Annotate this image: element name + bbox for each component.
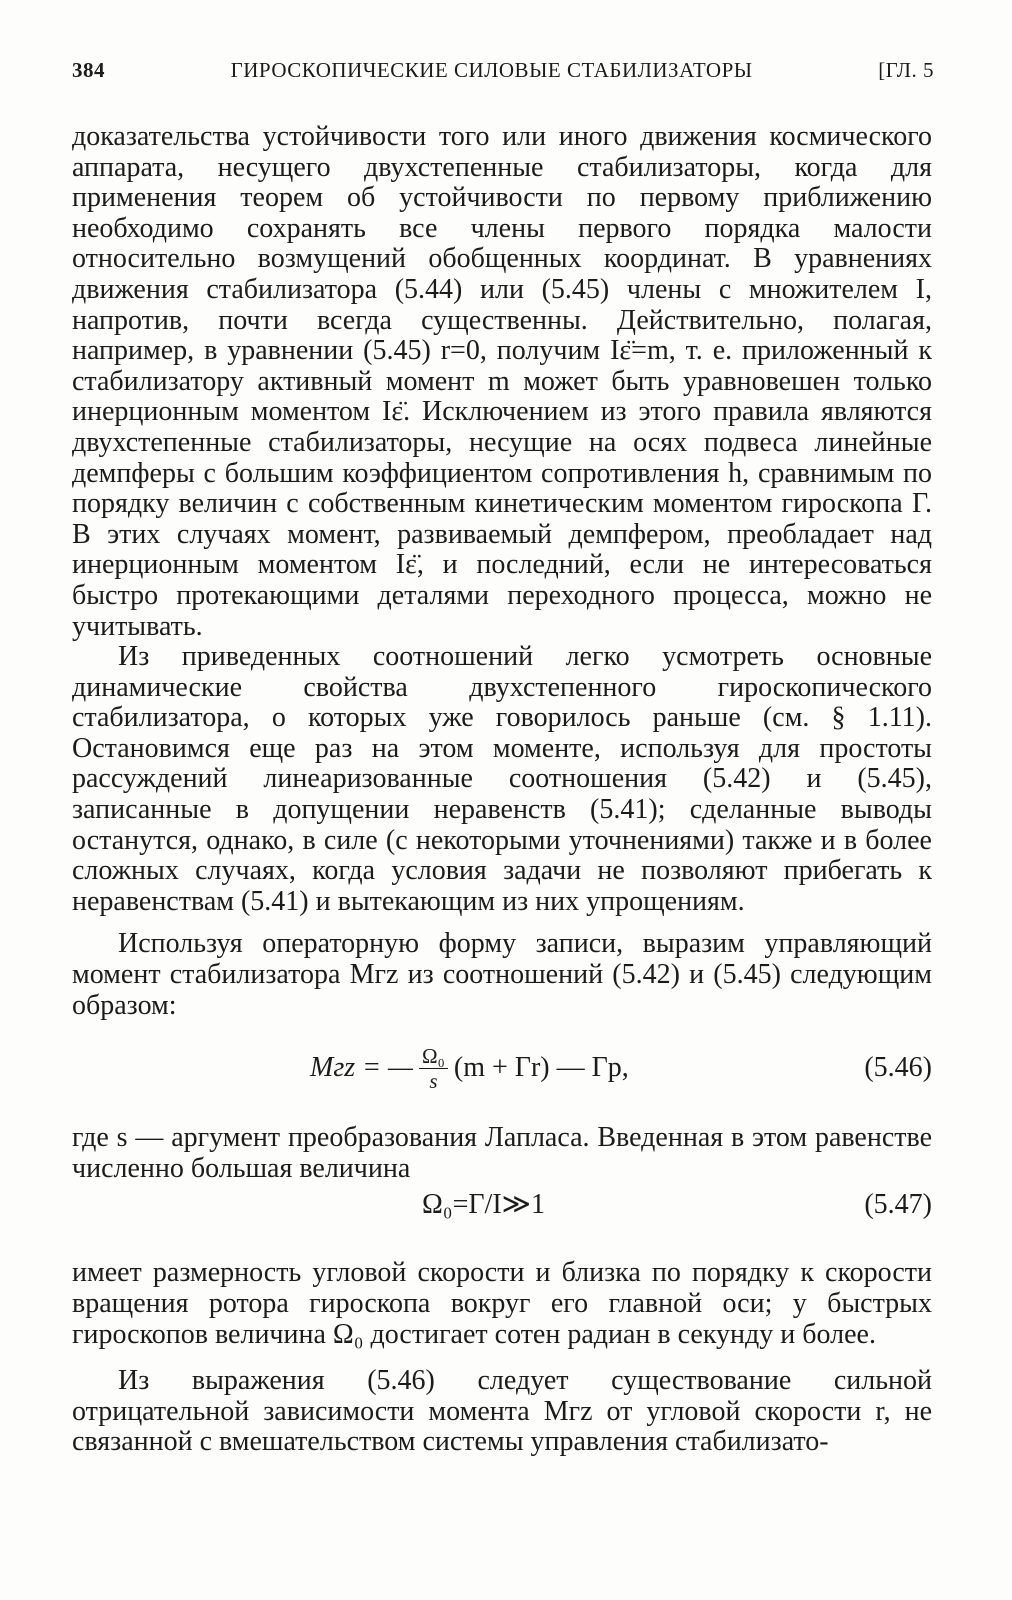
running-title: ГИРОСКОПИЧЕСКИЕ СИЛОВЫЕ СТАБИЛИЗАТОРЫ — [230, 58, 753, 82]
paragraph-6: Из выражения (5.46) следует существование сильной отрицательной зависимости момента Mгz от угловой скорости r, не связанной с вмешательством системы управления стабилизато- — [72, 1365, 932, 1458]
eq-fraction-numerator: Ω₀ — [419, 1044, 448, 1069]
paragraph-3: Используя операторную форму записи, выразим управляющий момент стабилизатора Mгz из соотношений (5.42) и (5.45) следующим образом: — [72, 928, 932, 1021]
page-number: 384 — [72, 58, 105, 82]
paragraph-4: где s — аргумент преобразования Лапласа. Введенная в этом равенстве численно большая величина — [72, 1122, 932, 1184]
equation-5-47 — [72, 1190, 932, 1230]
equation-number-5-46: (5.46) — [864, 1052, 932, 1084]
paragraph-1: доказательства устойчивости того или иного движения космического аппарата, несущего двухстепенные стабилизаторы, когда для применения теорем об устойчивости по первому приближению необходимо сохранять все члены первого порядка малости относительно возмущений обобщенных координат. В уравнениях движения стабилизатора (5.44) или (5.45) члены с множителем I, напротив, почти всегда существенны. Действительно, полагая, например, в уравнении (5.45) r=0, получим Iε̈=m, т. е. приложенный к стабилизатору активный момент m может быть уравновешен только инерционным моментом Iε̈. Исключением из этого правила являются двухстепенные стабилизаторы, несущие на осях подвеса линейные демпферы с большим коэффициентом сопротивления h, сравнимым по порядку величин с собственным кинетическим моментом гироскопа Г. В этих случаях момент, развиваемый демпфером, преобладает над инерционным моментом Iε̈, и последний, если не интересоваться быстро протекающими деталями переходного процесса, можно не учитывать. — [72, 121, 932, 642]
equation-5-46 — [72, 1035, 932, 1101]
eq-fraction — [419, 1044, 448, 1093]
equation-5-46-body — [310, 1035, 629, 1101]
eq-rhs: (m + Гr) — Гp, — [453, 1051, 629, 1083]
body-text — [72, 122, 932, 1458]
chapter-label: [ГЛ. 5 — [878, 58, 934, 82]
paragraph-2: Из приведенных соотношений легко усмотреть основные динамические свойства двухстепенного гироскопического стабилизатора, о которых уже говорилось раньше (см. § 1.11). Остановимся еще раз на этом моменте, используя для простоты рассуждений линеаризованные соотношения (5.42) и (5.45), записанные в допущении неравенств (5.41); сделанные выводы останутся, однако, в силе (с некоторыми уточнениями) также и в более сложных случаях, когда условия задачи не позволяют прибегать к неравенствам (5.41) и вытекающим из них упрощениям. — [72, 641, 932, 917]
equation-5-47-body: Ω₀=Г/I≫1 — [422, 1189, 545, 1221]
paragraph-5: имеет размерность угловой скорости и близка по порядку к скорости вращения ротора гироскопа вокруг его главной оси; у быстрых гироскопов величина Ω₀ достигает сотен радиан в секунду и более. — [72, 1257, 932, 1350]
eq-lhs: Mгz = — — [310, 1051, 413, 1083]
running-header — [72, 58, 934, 88]
equation-number-5-47: (5.47) — [864, 1189, 932, 1221]
eq-fraction-denominator: s — [429, 1068, 438, 1093]
